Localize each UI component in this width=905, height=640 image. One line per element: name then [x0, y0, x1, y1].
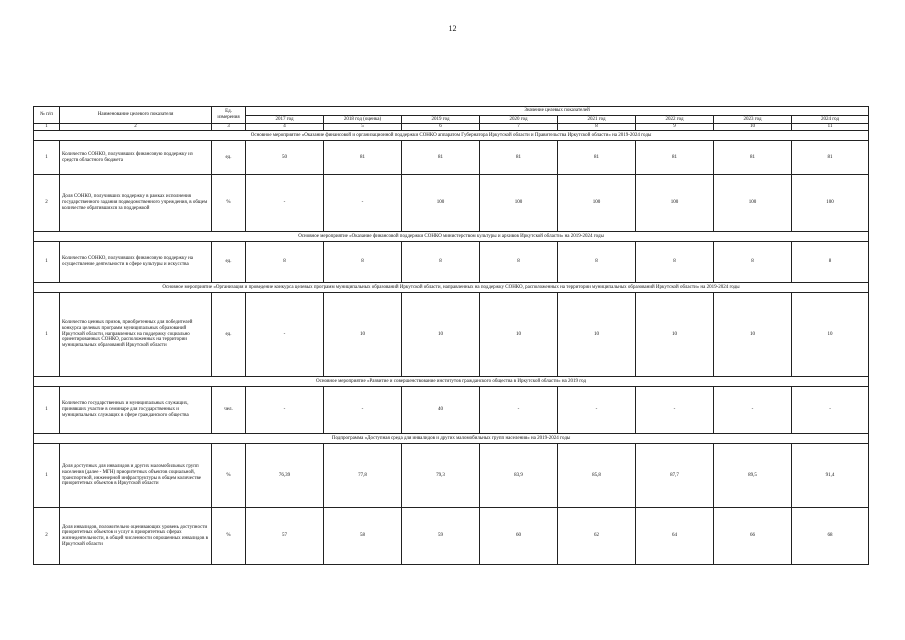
table-row — [34, 508, 869, 565]
header-year: 2019 год — [402, 116, 480, 124]
column-number: 2 — [60, 124, 212, 131]
value-cell: 100 — [402, 175, 480, 232]
header-year: 2021 год — [558, 116, 636, 124]
value-cell: 64 — [636, 508, 714, 565]
header-no: № п/п — [34, 107, 60, 124]
value-cell: - — [558, 387, 636, 434]
value-cell: 40 — [402, 387, 480, 434]
value-cell: 76,39 — [246, 444, 324, 508]
value-cell: 8 — [714, 242, 792, 283]
column-number: 4 — [246, 124, 324, 131]
value-cell: 100 — [714, 175, 792, 232]
indicator-name: Количество ценных призов, приобретенных для победителей конкурса целевых программ муниципальных образований Иркутской области, направленных на поддержку социально ориентированных СОНКО, расположенных на территории муниципальных образований Иркутской области — [60, 293, 212, 377]
value-cell: 8 — [402, 242, 480, 283]
table-row — [34, 444, 869, 508]
value-cell: 81 — [402, 141, 480, 175]
value-cell: - — [324, 387, 402, 434]
value-cell: - — [792, 387, 869, 434]
column-number: 3 — [212, 124, 246, 131]
header-values: Значение целевых показателей — [246, 107, 869, 116]
value-cell: 100 — [636, 175, 714, 232]
row-number: 1 — [34, 293, 60, 377]
header-year: 2017 год — [246, 116, 324, 124]
unit-cell: % — [212, 508, 246, 565]
header-year: 2020 год — [480, 116, 558, 124]
value-cell: 10 — [636, 293, 714, 377]
value-cell: 89,5 — [714, 444, 792, 508]
value-cell: 85,8 — [558, 444, 636, 508]
value-cell: 68 — [792, 508, 869, 565]
table-row — [34, 242, 869, 283]
value-cell: 10 — [324, 293, 402, 377]
value-cell: 59 — [402, 508, 480, 565]
value-cell: 8 — [246, 242, 324, 283]
unit-cell: чел. — [212, 387, 246, 434]
value-cell: 8 — [558, 242, 636, 283]
value-cell: 10 — [480, 293, 558, 377]
row-number: 1 — [34, 444, 60, 508]
value-cell: 83,9 — [480, 444, 558, 508]
value-cell: 8 — [792, 242, 869, 283]
column-number: 5 — [324, 124, 402, 131]
value-cell: - — [246, 293, 324, 377]
header-year: 2022 год — [636, 116, 714, 124]
value-cell: 57 — [246, 508, 324, 565]
header-year: 2023 год — [714, 116, 792, 124]
value-cell: 91,4 — [792, 444, 869, 508]
value-cell: 50 — [246, 141, 324, 175]
column-number: 8 — [558, 124, 636, 131]
value-cell: 81 — [558, 141, 636, 175]
table-row — [34, 387, 869, 434]
value-cell: 8 — [636, 242, 714, 283]
header-year: 2018 год (оценка) — [324, 116, 402, 124]
column-number: 9 — [636, 124, 714, 131]
column-number: 6 — [402, 124, 480, 131]
value-cell: 10 — [558, 293, 636, 377]
section-title: Основное мероприятие «Развитие и совершенствование институтов гражданского общества в Иркутской области» на 2019 год — [34, 377, 869, 387]
row-number: 1 — [34, 242, 60, 283]
value-cell: 10 — [792, 293, 869, 377]
value-cell: - — [246, 175, 324, 232]
indicator-name: Доля инвалидов, положительно оценивающих уровень доступности приоритетных объектов и услуг в приоритетных сферах жизнедеятельности, в общей численности опрошенных инвалидов в Иркутской области — [60, 508, 212, 565]
section-title: Подпрограмма «Доступная среда для инвалидов и других маломобильных групп населения» на 2019-2024 годы — [34, 434, 869, 444]
value-cell: 79,3 — [402, 444, 480, 508]
indicator-name: Доля доступных для инвалидов и других маломобильных групп населения (далее - МГН) приоритетных объектов социальной, транспортной, инженерной инфраструктуры в общем количестве приоритетных объектов в Иркутской области — [60, 444, 212, 508]
section-title: Основное мероприятие «Оказание финансовой поддержки СОНКО министерством культуры и архивов Иркутской области» на 2019-2024 годы — [34, 232, 869, 242]
value-cell: 100 — [480, 175, 558, 232]
value-cell: - — [714, 387, 792, 434]
header-unit: Ед. измерения — [212, 107, 246, 124]
unit-cell: ед. — [212, 293, 246, 377]
value-cell: 100 — [792, 175, 869, 232]
table-row — [34, 141, 869, 175]
value-cell: 10 — [402, 293, 480, 377]
value-cell: 66 — [714, 508, 792, 565]
value-cell: - — [246, 387, 324, 434]
value-cell: 87,7 — [636, 444, 714, 508]
indicator-name: Количество государственных и муниципальных служащих, принявших участие в семинаре для государственных и муниципальных служащих в сфере гражданского общества — [60, 387, 212, 434]
value-cell: 77,8 — [324, 444, 402, 508]
value-cell: 60 — [480, 508, 558, 565]
table-row — [34, 293, 869, 377]
value-cell: - — [480, 387, 558, 434]
target-indicators-table — [33, 106, 869, 565]
value-cell: 81 — [324, 141, 402, 175]
value-cell: 58 — [324, 508, 402, 565]
value-cell: 10 — [714, 293, 792, 377]
header-name: Наименование целевого показателя — [60, 107, 212, 124]
value-cell: - — [636, 387, 714, 434]
row-number: 2 — [34, 508, 60, 565]
value-cell: 8 — [324, 242, 402, 283]
column-number: 11 — [792, 124, 869, 131]
value-cell: - — [324, 175, 402, 232]
section-title: Основное мероприятие «Организация и проведение конкурса целевых программ муниципальных образований Иркутской области, направленных на поддержку СОНКО, расположенных на территории муниципальных образований Иркутской области» на 2019-2024 годы — [34, 283, 869, 293]
value-cell: 81 — [792, 141, 869, 175]
row-number: 2 — [34, 175, 60, 232]
unit-cell: ед. — [212, 242, 246, 283]
column-number: 1 — [34, 124, 60, 131]
section-title: Основное мероприятие «Оказание финансовой и организационной поддержки СОНКО аппаратом Губернатора Иркутской области и Правительства Иркутской области» на 2019-2024 годы — [34, 131, 869, 141]
header-year: 2024 год — [792, 116, 869, 124]
value-cell: 100 — [558, 175, 636, 232]
value-cell: 81 — [636, 141, 714, 175]
indicator-name: Количество СОНКО, получивших финансовую поддержку из средств областного бюджета — [60, 141, 212, 175]
value-cell: 62 — [558, 508, 636, 565]
unit-cell: % — [212, 444, 246, 508]
column-number: 10 — [714, 124, 792, 131]
indicator-name: Количество СОНКО, получивших финансовую поддержку на осуществление деятельности в сфере культуры и искусства — [60, 242, 212, 283]
row-number: 1 — [34, 387, 60, 434]
unit-cell: % — [212, 175, 246, 232]
table-row — [34, 175, 869, 232]
value-cell: 81 — [480, 141, 558, 175]
value-cell: 81 — [714, 141, 792, 175]
indicator-name: Доля СОНКО, получивших поддержку в рамках исполнения государственного задания подведомственного учреждения, в общем количестве обратившихся за поддержкой — [60, 175, 212, 232]
column-number: 7 — [480, 124, 558, 131]
value-cell: 8 — [480, 242, 558, 283]
page-number: 12 — [448, 24, 457, 33]
row-number: 1 — [34, 141, 60, 175]
unit-cell: ед. — [212, 141, 246, 175]
